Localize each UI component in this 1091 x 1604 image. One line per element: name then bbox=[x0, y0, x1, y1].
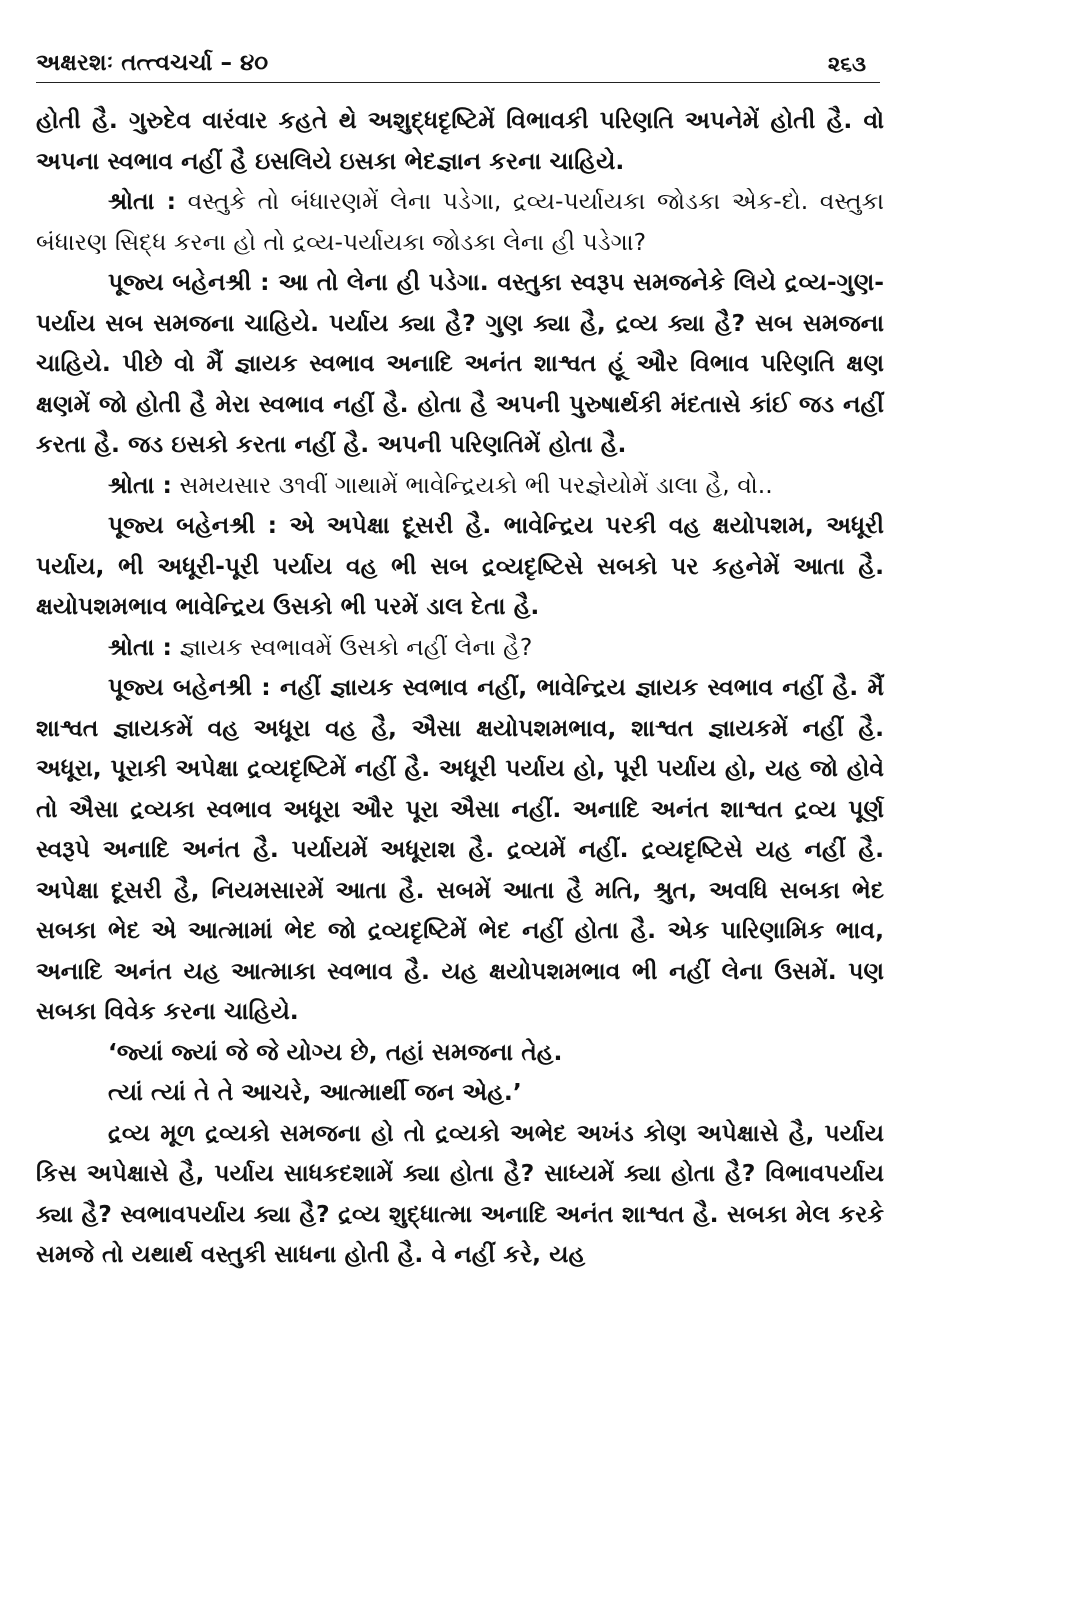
answer-paragraph bbox=[36, 262, 884, 465]
speaker-label: પૂજ્ય બહેનશ્રી : bbox=[108, 511, 278, 539]
paragraph-text: જ્ઞાયક સ્વભાવમેં ઉસકો નહીં લેના હૈ? bbox=[179, 632, 533, 661]
paragraph-text: હોતી હૈ. ગુરુદેવ વારંવાર કહતે થે અશુદ્ધદૃષ્ટિમેં વિભાવકી પરિણતિ અપનેમેં હોતી હૈ. વો અપના સ્વભાવ નહીં હૈ ઇસલિયે ઇસકા ભેદજ્ઞાન કરના ચાહિયે. bbox=[36, 106, 884, 175]
paragraph-text: આ તો લેના હી પડેગા. વસ્તુકા સ્વરૂપ સમજનેકે લિયે દ્રવ્ય-ગુણ-પર્યાય સબ સમજના ચાહિયે. પર્યાય ક્યા હૈ? ગુણ ક્યા હૈ, દ્રવ્ય ક્યા હૈ? સબ સમજના ચાહિયે. પીછે વો મૈં જ્ઞાયક સ્વભાવ અનાદિ અનંત શાશ્વત હૂં ઔર વિભાવ પરિણતિ ક્ષણ ક્ષણમેં જો હોતી હૈ મેરા સ્વભાવ નહીં હૈ. હોતા હૈ અપની પુરુષાર્થકી મંદતાસે કાંઈ જડ નહીં કરતા હૈ. જડ ઇસકો કરતા નહીં હૈ. અપની પરિણતિમેં હોતા હૈ. bbox=[36, 268, 884, 458]
answer-paragraph bbox=[36, 667, 884, 1032]
paragraph-text: નહીં જ્ઞાયક સ્વભાવ નહીં, ભાવેન્દ્રિય જ્ઞાયક સ્વભાવ નહીં હૈ. મૈં શાશ્વત જ્ઞાયકમેં વહ અધૂરા વહ હૈ, ઐસા ક્ષયોપશમભાવ, શાશ્વત જ્ઞાયકમેં નહીં હૈ. અધૂરા, પૂરાકી અપેક્ષા દ્રવ્યદૃષ્ટિમેં નહીં હૈ. અધૂરી પર્યાય હો, પૂરી પર્યાય હો, યહ જો હોવે તો ઐસા દ્રવ્યકા સ્વભાવ અધૂરા ઔર પૂરા ઐસા નહીં. અનાદિ અનંત શાશ્વત દ્રવ્ય પૂર્ણ સ્વરૂપે અનાદિ અનંત હૈ. પર્યાયમેં અધૂરાશ હૈ. દ્રવ્યમેં નહીં. દ્રવ્યદૃષ્ટિસે યહ નહીં હૈ. અપેક્ષા દૂસરી હૈ, નિયમસારમેં આતા હૈ. સબમેં આતા હૈ મતિ, શ્રુત, અવધિ સબકા ભેદ સબકા ભેદ એ આત્મામાં ભેદ જો દ્રવ્યદૃષ્ટિમેં ભેદ નહીં હોતા હૈ. એક પારિણામિક ભાવ, અનાદિ અનંત યહ આત્માકા સ્વભાવ હૈ. યહ ક્ષયોપશમભાવ ભી નહીં લેના ઉસમેં. પણ સબકા વિવેક કરના ચાહિયે. bbox=[36, 673, 884, 1025]
header-title: અક્ષરશઃ તત્ત્વચર્ચા – ૪૦ bbox=[36, 50, 269, 76]
paragraph-text: સમયસાર ૩૧વીં ગાથામેં ભાવેન્દ્રિયકો ભી પરજ્ઞેયોમેં ડાલા હૈ, વો.. bbox=[179, 470, 773, 499]
speaker-label: શ્રોતા : bbox=[108, 470, 172, 499]
answer-paragraph bbox=[36, 505, 884, 627]
verse-line: ત્યાં ત્યાં તે તે આચરે, આત્માર્થી જન એહ.’ bbox=[108, 1078, 522, 1106]
paragraph-text: દ્રવ્ય મૂળ દ્રવ્યકો સમજના હો તો દ્રવ્યકો અભેદ અખંડ કોણ અપેક્ષાસે હૈ, પર્યાય કિસ અપેક્ષાસે હૈ, પર્યાય સાધકદશામેં ક્યા હોતા હૈ? સાધ્યમેં ક્યા હોતા હૈ? વિભાવપર્યાય ક્યા હૈ? સ્વભાવપર્યાય ક્યા હૈ? દ્રવ્ય શુદ્ધાત્મા અનાદિ અનંત શાશ્વત હૈ. સબકા મેલ કરકે સમજે તો યથાર્થ વસ્તુકી સાધના હોતી હૈ. વે નહીં કરે, યહ bbox=[36, 1118, 884, 1268]
speaker-label: પૂજ્ય બહેનશ્રી : bbox=[108, 268, 270, 296]
speaker-label: શ્રોતા : bbox=[108, 187, 177, 215]
question-paragraph bbox=[36, 181, 884, 262]
paragraph-text: વસ્તુકે તો બંધારણમેં લેના પડેગા, દ્રવ્ય-પર્યાયકા જોડકા એક-દો. વસ્તુકા બંધારણ સિદ્ધ કરના હો તો દ્રવ્ય-પર્યાયકા જોડકા લેના હી પડેગા? bbox=[36, 187, 884, 256]
paragraph-continuation bbox=[36, 100, 884, 181]
speaker-label: શ્રોતા : bbox=[108, 632, 172, 661]
verse-line: ‘જ્યાં જ્યાં જે જે યોગ્ય છે, તહાં સમજના તેહ. bbox=[108, 1037, 563, 1066]
paragraph-text: એ અપેક્ષા દૂસરી હૈ. ભાવેન્દ્રિય પરકી વહ ક્ષયોપશમ, અધૂરી પર્યાય, ભી અધૂરી-પૂરી પર્યાય વહ ભી સબ દ્રવ્યદૃષ્ટિસે સબકો પર કહનેમેં આતા હૈ. ક્ષયોપશમભાવ ભાવેન્દ્રિય ઉસકો ભી પરમેં ડાલ દેતા હૈ. bbox=[36, 511, 884, 620]
question-paragraph bbox=[36, 627, 884, 668]
closing-paragraph bbox=[36, 1113, 884, 1275]
page-number: ૨૬૩ bbox=[827, 52, 866, 76]
page-body bbox=[36, 100, 884, 1275]
question-paragraph bbox=[36, 465, 884, 506]
speaker-label: પૂજ્ય બહેનશ્રી : bbox=[108, 673, 271, 701]
running-header bbox=[36, 44, 880, 83]
